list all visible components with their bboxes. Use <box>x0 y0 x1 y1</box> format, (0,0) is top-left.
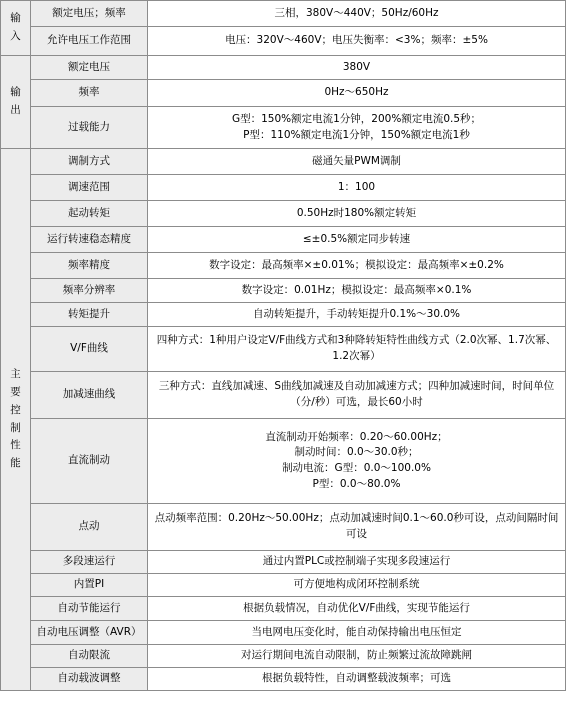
row-value: 380V <box>148 56 566 80</box>
table-row <box>1 621 566 645</box>
row-value: 自动转矩提升，手动转矩提升0.1%～30.0% <box>148 303 566 327</box>
row-label: 内置PI <box>31 574 148 597</box>
value-line: P型：0.0～80.0% <box>312 477 401 490</box>
row-label: 自动节能运行 <box>31 597 148 621</box>
table-row <box>1 645 566 668</box>
row-value: 根据负载特性，自动调整载波频率；可选 <box>148 668 566 691</box>
row-label: 自动限流 <box>31 645 148 668</box>
table-row <box>1 574 566 597</box>
table-row <box>1 279 566 303</box>
row-label: 加减速曲线 <box>31 372 148 419</box>
row-label: 调速范围 <box>31 175 148 201</box>
row-label: 运行转速稳态精度 <box>31 227 148 253</box>
row-value: 电压：320V～460V；电压失衡率：<3%；频率：±5% <box>148 27 566 56</box>
table-row <box>1 227 566 253</box>
row-value: 四种方式：1种用户设定V/F曲线方式和3种降转矩特性曲线方式（2.0次幂、1.7次幂、1.2次幂） <box>148 327 566 372</box>
row-label: 自动电压调整（AVR） <box>31 621 148 645</box>
row-value <box>148 107 566 149</box>
row-value: 可方便地构成闭环控制系统 <box>148 574 566 597</box>
row-value: 磁通矢量PWM调制 <box>148 149 566 175</box>
row-label: 过载能力 <box>31 107 148 149</box>
table-row <box>1 1 566 27</box>
group-control <box>1 149 31 691</box>
group-output-label: 输出 <box>10 86 21 116</box>
table-row <box>1 303 566 327</box>
row-value: 三种方式：直线加减速、S曲线加减速及自动加减速方式；四种加减速时间，时间单位（分/秒）可选，最长60小时 <box>148 372 566 419</box>
table-row <box>1 327 566 372</box>
table-row <box>1 597 566 621</box>
row-label: 允许电压工作范围 <box>31 27 148 56</box>
table-row <box>1 201 566 227</box>
row-label: 频率 <box>31 80 148 107</box>
value-line: 制动时间：0.0～30.0秒； <box>294 446 419 459</box>
table-row <box>1 107 566 149</box>
row-label: 频率精度 <box>31 253 148 279</box>
row-value: 0.50Hz时180%额定转矩 <box>148 201 566 227</box>
row-label: 起动转矩 <box>31 201 148 227</box>
row-label: V/F曲线 <box>31 327 148 372</box>
row-label: 调制方式 <box>31 149 148 175</box>
row-value: 1：100 <box>148 175 566 201</box>
row-value: ≤±0.5%额定同步转速 <box>148 227 566 253</box>
group-output <box>1 56 31 149</box>
value-line: 直流制动开始频率：0.20～60.00Hz； <box>265 430 448 443</box>
table-row <box>1 56 566 80</box>
row-value: 三相，380V～440V；50Hz/60Hz <box>148 1 566 27</box>
value-line: P型：110%额定电流1分钟，150%额定电流1秒 <box>243 128 470 141</box>
value-line: 制动电流：G型：0.0～100.0% <box>282 462 431 474</box>
row-value: 数字设定：0.01Hz；模拟设定：最高频率×0.1% <box>148 279 566 303</box>
group-control-label: 主要控制性能 <box>10 367 21 470</box>
value-line: G型：150%额定电流1分钟，200%额定电流0.5秒； <box>231 112 482 125</box>
row-label: 点动 <box>31 504 148 551</box>
row-label: 频率分辨率 <box>31 279 148 303</box>
row-label: 额定电压；频率 <box>31 1 148 27</box>
row-value: 0Hz～650Hz <box>148 80 566 107</box>
table-row <box>1 149 566 175</box>
table-row <box>1 419 566 504</box>
group-input <box>1 1 31 56</box>
row-value: 点动频率范围：0.20Hz～50.00Hz；点动加减速时间0.1～60.0秒可设，点动间隔时间可设 <box>148 504 566 551</box>
row-value: 当电网电压变化时，能自动保持输出电压恒定 <box>148 621 566 645</box>
row-label: 直流制动 <box>31 419 148 504</box>
row-label: 额定电压 <box>31 56 148 80</box>
row-value: 对运行期间电流自动限制，防止频繁过流故障跳闸 <box>148 645 566 668</box>
table-row <box>1 551 566 574</box>
table-row <box>1 668 566 691</box>
table-row <box>1 372 566 419</box>
table-row <box>1 175 566 201</box>
row-label: 多段速运行 <box>31 551 148 574</box>
row-label: 转矩提升 <box>31 303 148 327</box>
table-row <box>1 27 566 56</box>
table-row <box>1 253 566 279</box>
row-value: 根据负载情况，自动优化V/F曲线，实现节能运行 <box>148 597 566 621</box>
row-value: 通过内置PLC或控制端子实现多段速运行 <box>148 551 566 574</box>
table-row <box>1 504 566 551</box>
row-label: 自动载波调整 <box>31 668 148 691</box>
row-value <box>148 419 566 504</box>
table-row <box>1 80 566 107</box>
group-input-label: 输入 <box>10 12 21 42</box>
row-value: 数字设定：最高频率×±0.01%；模拟设定：最高频率×±0.2% <box>148 253 566 279</box>
